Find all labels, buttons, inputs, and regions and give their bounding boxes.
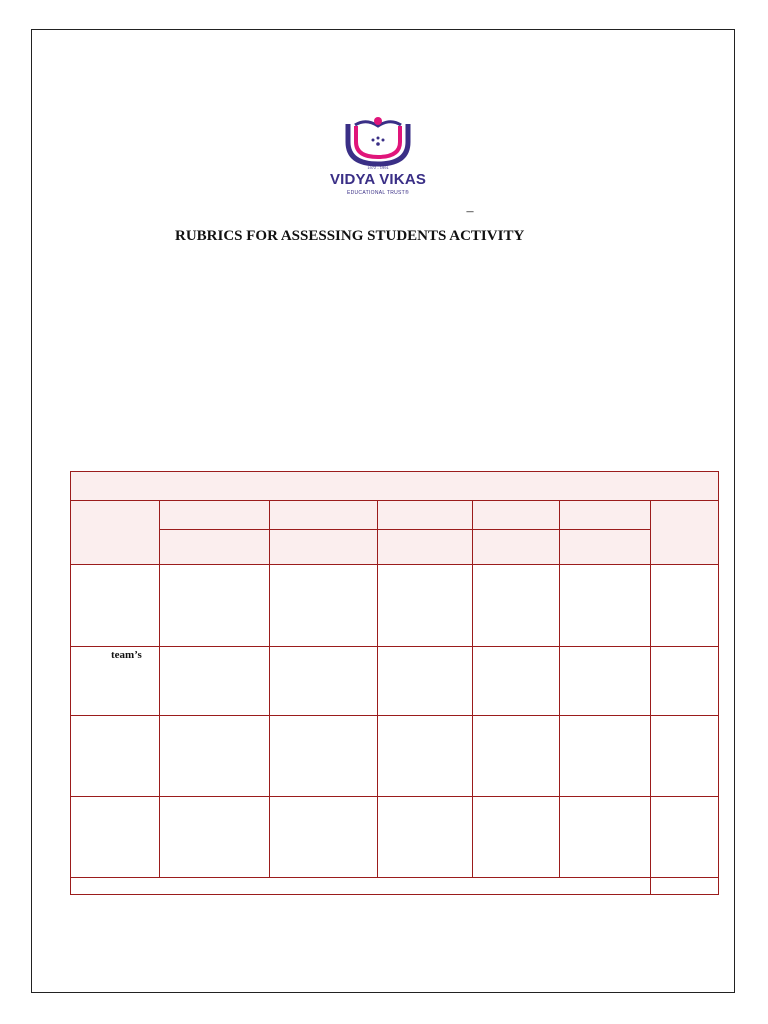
header-points-cell-5 [559, 529, 651, 565]
logo-subtitle: EDUCATIONAL TRUST® [346, 190, 410, 196]
table-row-3-cell-1 [159, 715, 270, 797]
header-score-cell [650, 500, 719, 565]
header-criteria-cell [70, 500, 160, 565]
table-row-1-cell-5 [559, 564, 651, 647]
header-level-cell-1 [159, 500, 270, 530]
header-points-cell-2 [269, 529, 378, 565]
vidya-vikas-logo [328, 112, 428, 204]
header-points-cell-3 [377, 529, 473, 565]
table-row-3-cell-4 [472, 715, 560, 797]
table-row-2-cell-2 [269, 646, 378, 716]
table-row-1-cell-2 [269, 564, 378, 647]
table-row-1-cell-1 [159, 564, 270, 647]
total-row-label [70, 877, 651, 895]
table-title-row [70, 471, 719, 501]
header-level-cell-4 [472, 500, 560, 530]
logo-emblem-icon [328, 112, 428, 172]
table-row-1-cell-4 [472, 564, 560, 647]
table-row-4-cell-2 [269, 796, 378, 878]
logo-years: 1972 - 1991 [367, 165, 389, 170]
row-label-teams: team’s [111, 649, 142, 661]
table-row-1-score [650, 564, 719, 647]
header-level-cell-3 [377, 500, 473, 530]
table-row-4-cell-5 [559, 796, 651, 878]
table-row-4-score [650, 796, 719, 878]
header-level-cell-2 [269, 500, 378, 530]
logo-brand-name: VIDYA VIKAS [329, 171, 427, 188]
table-row-4-cell-3 [377, 796, 473, 878]
table-row-2-cell-4 [472, 646, 560, 716]
header-points-cell-4 [472, 529, 560, 565]
table-row-1-criterion [70, 564, 160, 647]
rubric-table [70, 471, 719, 895]
table-row-2-cell-1 [159, 646, 270, 716]
header-points-cell-1 [159, 529, 270, 565]
page-title: RUBRICS FOR ASSESSING STUDENTS ACTIVITY [175, 228, 525, 244]
table-row-2-score [650, 646, 719, 716]
table-row-3-cell-5 [559, 715, 651, 797]
table-row-3-score [650, 715, 719, 797]
total-row-score [650, 877, 719, 895]
table-row-4-criterion [70, 796, 160, 878]
table-row-2-cell-3 [377, 646, 473, 716]
table-row-1-cell-3 [377, 564, 473, 647]
table-row-3-cell-2 [269, 715, 378, 797]
table-row-3-criterion [70, 715, 160, 797]
header-level-cell-5 [559, 500, 651, 530]
table-row-3-cell-3 [377, 715, 473, 797]
title-dash: – [466, 204, 474, 219]
table-row-4-cell-1 [159, 796, 270, 878]
table-row-4-cell-4 [472, 796, 560, 878]
table-row-2-cell-5 [559, 646, 651, 716]
